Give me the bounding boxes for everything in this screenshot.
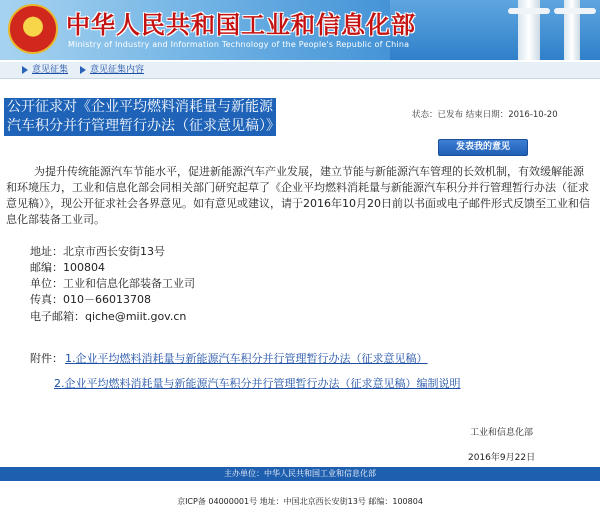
contact-postcode: 邮编：100804 (30, 261, 105, 274)
site-title: 中华人民共和国工业和信息化部 (66, 11, 416, 39)
attachment-link-2[interactable]: 2.企业平均燃料消耗量与新能源汽车积分并行管理暂行办法（征求意见稿）编制说明 (54, 377, 461, 390)
attachments-label: 附件： (30, 352, 63, 365)
article-status: 状态：已发布 结束日期：2016-10-20 (412, 110, 558, 120)
signature-date: 2016年9月22日 (468, 453, 536, 463)
contact-unit: 单位：工业和信息化部装备工业司 (30, 277, 195, 290)
breadcrumb-link-opinion-collection[interactable]: 意见征集 (32, 65, 69, 75)
article-paragraph-text: 为提升传统能源汽车节能水平，促进新能源汽车产业发展，建立节能与新能源汽车管理的长效机制，有效缓解能源和环境压力，工业和信息化部会同相关部门研究起草了《企业平均燃料消耗量与新能源汽车积分并行管理暂行办法（征求意见稿）》，现公开征求社会各界意见。如有意见或建议，请于2016年10月20日前以书面或电子邮件形式反馈至工业和信息化部装备工业司。 (6, 165, 590, 226)
submit-opinion-button[interactable]: 发表我的意见 (438, 139, 528, 156)
breadcrumb-arrow-icon (22, 66, 28, 74)
footer-info: 京ICP备 04000001号 地址：中国北京西长安街13号 邮编：100804 (177, 497, 423, 506)
huabiao-pillar-decoration (564, 0, 580, 60)
breadcrumb-link-opinion-content[interactable]: 意见征集内容 (90, 65, 145, 75)
attachment-link-1[interactable]: 1.企业平均燃料消耗量与新能源汽车积分并行管理暂行办法（征求意见稿） (65, 352, 428, 365)
site-subtitle: Ministry of Industry and Information Technology of the People's Republic of China (68, 40, 410, 49)
site-header (0, 0, 600, 60)
national-emblem-icon: ★ (8, 4, 58, 54)
contact-address: 地址：北京市西长安街13号 (30, 245, 165, 258)
signature-ministry: 工业和信息化部 (470, 428, 534, 438)
contact-email: 电子邮箱：qiche@miit.gov.cn (30, 310, 187, 323)
huabiao-pillar-decoration (518, 0, 540, 60)
contact-fax: 传真：010－66013708 (30, 293, 151, 306)
footer-sponsor: 主办单位：中华人民共和国工业和信息化部 (0, 467, 600, 481)
breadcrumb (0, 62, 600, 79)
article-paragraph (6, 164, 591, 228)
breadcrumb-arrow-icon (80, 66, 86, 74)
article-title: 公开征求对《企业平均燃料消耗量与新能源汽车积分并行管理暂行办法（征求意见稿）》的意见 (4, 98, 276, 136)
